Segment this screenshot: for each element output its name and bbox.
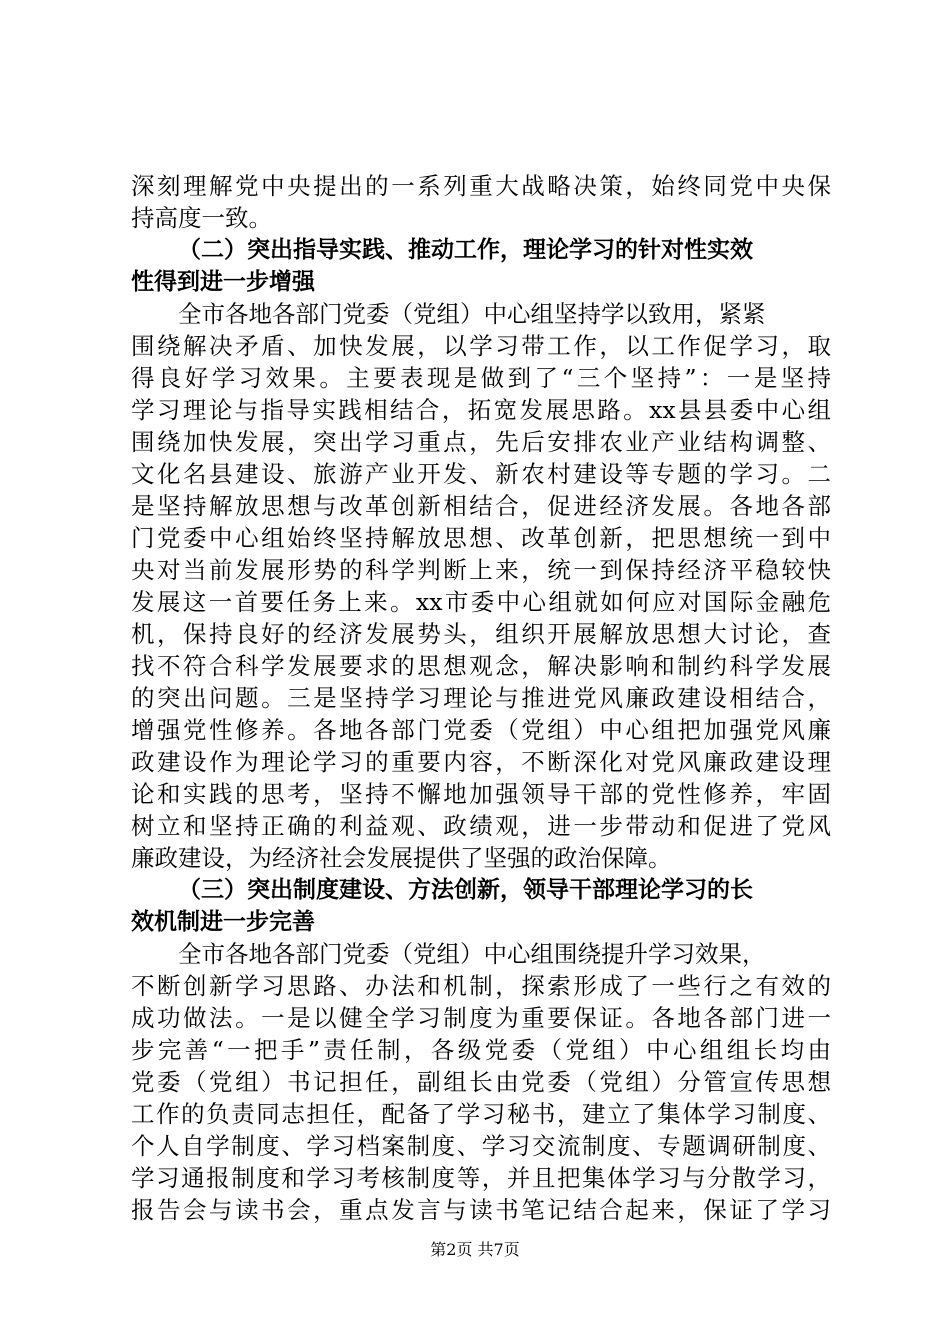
paragraph-line: 步完善“一把手”责任制，各级党委（党组）中心组组长均由 — [131, 1036, 831, 1064]
section-heading-line: 性得到进一步增强 — [131, 269, 315, 295]
paragraph-line: 增强党性修养。各地各部门党委（党组）中心组把加强党风廉 — [131, 716, 831, 744]
paragraph-line: 全市各地各部门党委（党组）中心组围绕提升学习效果， — [178, 940, 766, 968]
paragraph-line: 围绕加快发展，突出学习重点，先后安排农业产业结构调整、 — [131, 428, 831, 456]
paragraph-line: 全市各地各部门党委（党组）中心组坚持学以致用，紧紧 — [178, 300, 766, 328]
page-footer: 第2页 共7页 — [430, 1240, 520, 1259]
section-heading-line: （三）突出制度建设、方法创新，领导干部理论学习的长 — [178, 877, 753, 903]
document-body — [131, 170, 831, 1226]
paragraph-line: 政建设作为理论学习的重要内容，不断深化对党风廉政建设理 — [131, 748, 831, 776]
paragraph-line: 树立和坚持正确的利益观、政绩观，进一步带动和促进了党风 — [131, 812, 831, 840]
paragraph-line: 报告会与读书会，重点发言与读书笔记结合起来，保证了学习 — [131, 1196, 831, 1224]
paragraph-line: 学习通报制度和学习考核制度等，并且把集体学习与分散学习， — [131, 1164, 831, 1192]
paragraph-line: 的突出问题。三是坚持学习理论与推进党风廉政建设相结合， — [131, 684, 831, 712]
paragraph-line: 是坚持解放思想与改革创新相结合，促进经济发展。各地各部 — [131, 492, 831, 520]
paragraph-line: 深刻理解党中央提出的一系列重大战略决策，始终同党中央保 — [131, 172, 831, 200]
paragraph-line: 找不符合科学发展要求的思想观念，解决影响和制约科学发展 — [131, 652, 831, 680]
paragraph-line: 成功做法。一是以健全学习制度为重要保证。各地各部门进一 — [131, 1004, 831, 1032]
paragraph-line: 围绕解决矛盾、加快发展，以学习带工作，以工作促学习，取 — [131, 332, 831, 360]
paragraph-line: 机，保持良好的经济发展势头，组织开展解放思想大讨论，查 — [131, 620, 831, 648]
section-heading-line: 效机制进一步完善 — [131, 909, 315, 935]
paragraph-line: 学习理论与指导实践相结合，拓宽发展思路。xx县县委中心组 — [131, 396, 831, 424]
paragraph-line: 得良好学习效果。主要表现是做到了“三个坚持”：一是坚持 — [131, 364, 831, 392]
paragraph-line: 门党委中心组始终坚持解放思想、改革创新，把思想统一到中 — [131, 524, 831, 552]
section-heading-line: （二）突出指导实践、推动工作，理论学习的针对性实效 — [178, 237, 753, 263]
paragraph-line: 文化名县建设、旅游产业开发、新农村建设等专题的学习。二 — [131, 460, 831, 488]
paragraph-line: 个人自学制度、学习档案制度、学习交流制度、专题调研制度、 — [131, 1132, 831, 1160]
paragraph-line: 廉政建设，为经济社会发展提供了坚强的政治保障。 — [131, 844, 672, 872]
paragraph-line: 不断创新学习思路、办法和机制，探索形成了一些行之有效的 — [131, 972, 831, 1000]
paragraph-line: 持高度一致。 — [131, 204, 272, 232]
paragraph-line: 工作的负责同志担任，配备了学习秘书，建立了集体学习制度、 — [131, 1100, 831, 1128]
paragraph-line: 党委（党组）书记担任，副组长由党委（党组）分管宣传思想 — [131, 1068, 831, 1096]
paragraph-line: 发展这一首要任务上来。xx市委中心组就如何应对国际金融危 — [131, 588, 831, 616]
paragraph-line: 央对当前发展形势的科学判断上来，统一到保持经济平稳较快 — [131, 556, 831, 584]
paragraph-line: 论和实践的思考，坚持不懈地加强领导干部的党性修养，牢固 — [131, 780, 831, 808]
